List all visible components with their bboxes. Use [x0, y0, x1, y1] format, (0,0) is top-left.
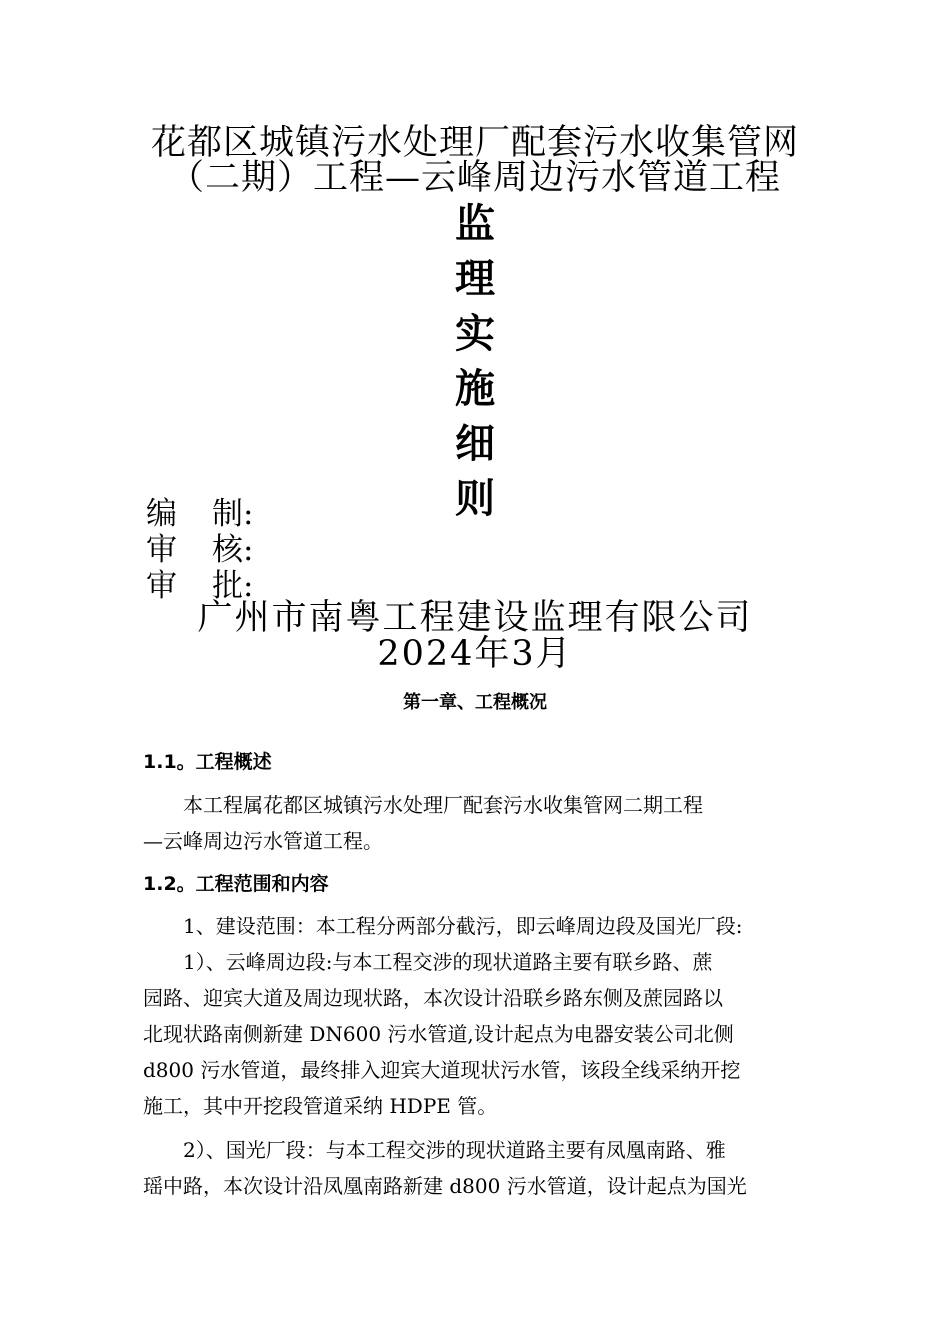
signature-label-a: 编: [146, 496, 177, 532]
signature-label-a: 审: [146, 568, 177, 604]
signature-reviewed-by: [146, 530, 253, 570]
project-title-line-1: 花都区城镇污水处理厂配套污水收集管网: [150, 123, 799, 163]
paragraph-line: 园路、迎宾大道及周边现状路，本次设计沿联乡路东侧及蔗园路以: [143, 986, 723, 1010]
project-title-line-2: （二期）工程—云峰周边污水管道工程: [168, 158, 781, 198]
paragraph-line: 瑶中路，本次设计沿凤凰南路新建 d800 污水管道，设计起点为国光: [143, 1174, 747, 1198]
paragraph-line: 本工程属花都区城镇污水处理厂配套污水收集管网二期工程: [183, 793, 703, 817]
chapter-title: 第一章、工程概况: [403, 692, 547, 713]
title-char: 则: [455, 475, 495, 522]
paragraph-line: 2）、国光厂段：与本工程交涉的现状道路主要有凤凰南路、雅: [183, 1138, 726, 1162]
paragraph-line: 1、建设范围：本工程分两部分截污，即云峰周边段及国光厂段:: [183, 914, 743, 938]
signature-compiled-by: [146, 494, 253, 534]
paragraph-line: d800 污水管道，最终排入迎宾大道现状污水管，该段全线采纳开挖: [143, 1058, 741, 1082]
document-type-title: [445, 196, 505, 526]
title-char: 监: [455, 200, 495, 247]
paragraph-line: 施工，其中开挖段管道采纳 HDPE 管。: [143, 1094, 498, 1118]
signature-label-b: 核:: [212, 532, 254, 568]
signature-label-b: 制:: [212, 496, 254, 532]
paragraph-line: 1）、云峰周边段:与本工程交涉的现状道路主要有联乡路、蔗: [183, 950, 713, 974]
section-heading-1-2: 1.2。工程范围和内容: [143, 873, 329, 895]
document-date: 2024年3月: [377, 634, 573, 674]
paragraph-line: —云峰周边污水管道工程。: [143, 829, 383, 853]
section-heading-1-1: 1.1。工程概述: [143, 751, 272, 773]
title-char: 施: [455, 365, 495, 412]
paragraph-line: 北现状路南侧新建 DN600 污水管道,设计起点为电器安装公司北侧: [143, 1022, 734, 1046]
company-name: 广州市南粤工程建设监理有限公司: [197, 598, 753, 638]
title-char: 理: [455, 255, 495, 302]
title-char: 实: [455, 310, 495, 357]
title-char: 细: [455, 420, 495, 467]
signature-label-b: 批:: [212, 568, 254, 604]
signature-label-a: 审: [146, 532, 177, 568]
